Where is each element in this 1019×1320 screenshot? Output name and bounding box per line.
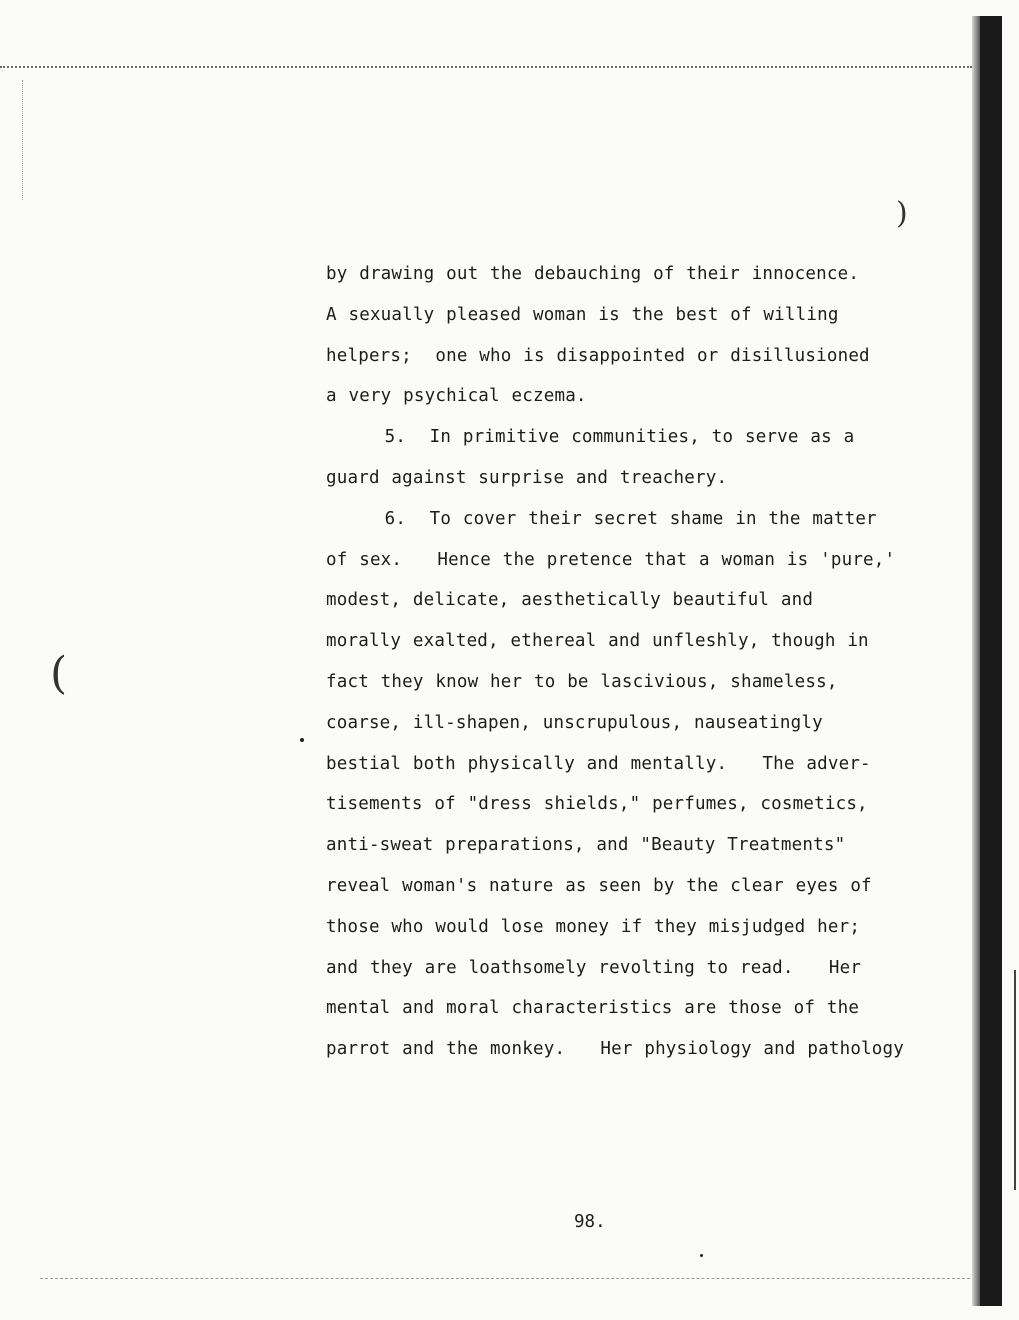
text-line: bestial both physically and mentally. The adver- — [326, 753, 871, 774]
text-line: anti-sweat preparations, and "Beauty Treatments" — [326, 835, 846, 856]
page-number: 98. — [574, 1212, 606, 1232]
text-line: guard against surprise and treachery. — [326, 467, 728, 488]
text-line: morally exalted, ethereal and unfleshly, though in — [326, 631, 869, 652]
text-line: reveal woman's nature as seen by the clear eyes of — [326, 875, 872, 896]
text-line: those who would lose money if they misjudged her; — [326, 916, 861, 937]
margin-paren-mark: ) — [896, 196, 908, 231]
body-text — [326, 254, 976, 1070]
bottom-dashed-rule — [40, 1278, 980, 1279]
text-line: and they are loathsomely revolting to read. Her — [326, 957, 862, 978]
stray-dot — [300, 738, 304, 742]
top-dotted-rule — [0, 66, 972, 68]
text-line: tisements of "dress shields," perfumes, cosmetics, — [326, 794, 868, 815]
text-line: by drawing out the debauching of their innocence. — [326, 264, 860, 284]
text-line: a very psychical eczema. — [326, 386, 587, 407]
margin-paren-mark: ( — [50, 648, 68, 699]
binding-edge-line — [1014, 970, 1016, 1190]
text-line: 5. In primitive communities, to serve as a — [326, 427, 855, 448]
text-line: fact they know her to be lascivious, shameless, — [326, 671, 838, 692]
text-line: A sexually pleased woman is the best of willing — [326, 304, 839, 325]
left-edge-marks — [22, 80, 23, 200]
text-line: mental and moral characteristics are those of the — [326, 998, 860, 1019]
text-line: helpers; one who is disappointed or disillusioned — [326, 345, 870, 366]
text-line: of sex. Hence the pretence that a woman is 'pure,' — [326, 549, 896, 570]
text-line: coarse, ill-shapen, unscrupulous, nauseatingly — [326, 712, 823, 733]
text-line: modest, delicate, aesthetically beautiful and — [326, 590, 814, 611]
text-line: 6. To cover their secret shame in the matter — [326, 508, 877, 529]
binding-edge — [980, 16, 1002, 1306]
stray-dot — [700, 1254, 703, 1257]
text-line: parrot and the monkey. Her physiology and pathology — [326, 1039, 905, 1060]
